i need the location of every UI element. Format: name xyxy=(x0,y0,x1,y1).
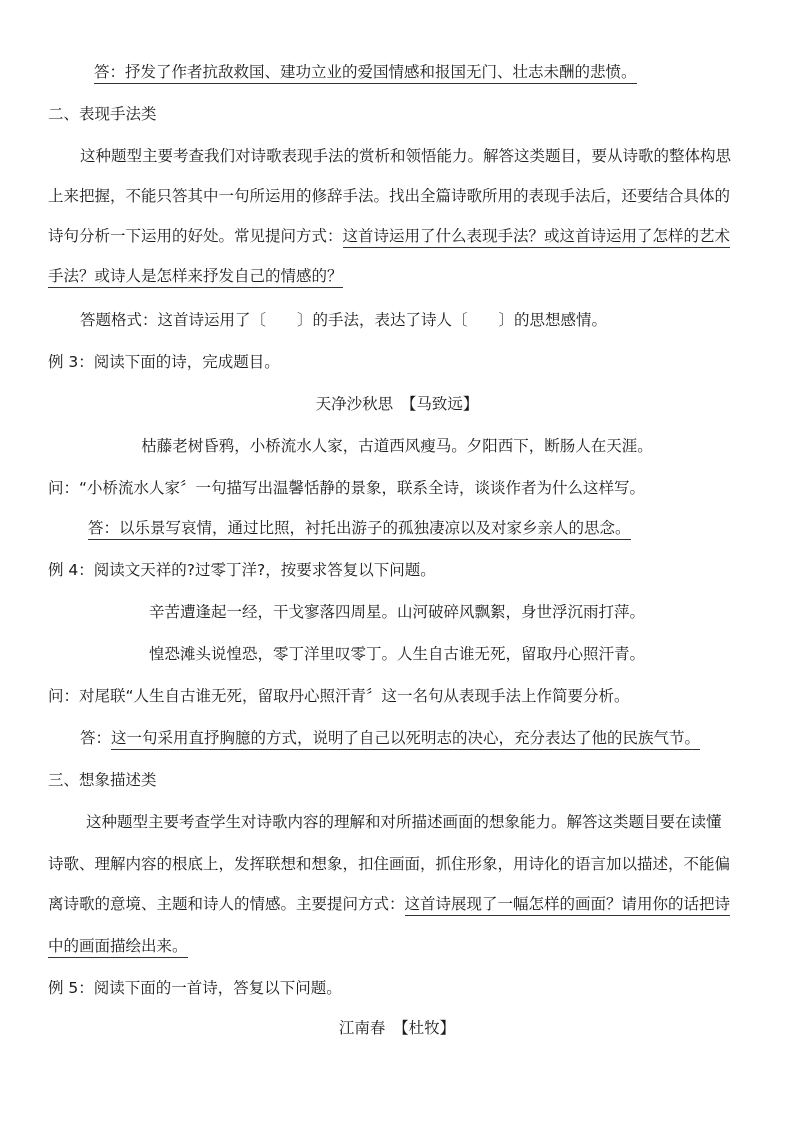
example-3-question: 问：“小桥流水人家〞一句描写出温馨恬静的景象，联系全诗，谈谈作者为什么这样写。 xyxy=(48,479,646,497)
example-4-poem-line-1: 辛苦遭逢起一经，干戈寥落四周星。山河破碎风飘絮，身世浮沉雨打萍。 xyxy=(148,603,645,621)
section-3-question-1: 这首诗展现了一幅怎样的画面？请用你的话把诗 xyxy=(405,895,731,916)
example-3-answer: 答：以乐景写哀情，通过比照，衬托出游子的孤独凄凉以及对家乡亲人的思念。 xyxy=(88,518,631,538)
example-3-intro: 例 3：阅读下面的诗，完成题目。 xyxy=(48,353,280,371)
example-5-intro: 例 5：阅读下面的一首诗，答复以下问题。 xyxy=(48,979,342,997)
example-4-answer: 答：这一句采用直抒胸臆的方式，说明了自己以死明志的决心，充分表达了他的民族气节。 xyxy=(80,728,700,748)
section-2-heading: 二、表现手法类 xyxy=(48,105,157,123)
example-3-title: 天净沙秋思 【马致远】 xyxy=(315,395,479,413)
example-4-question: 问：对尾联“人生自古谁无死，留取丹心照汗青〞这一名句从表现手法上作简要分析。 xyxy=(48,687,630,705)
example-4-intro: 例 4：阅读文天祥的?过零丁洋?，按要求答复以下问题。 xyxy=(48,561,436,579)
section-3-para-line-2: 诗歌、理解内容的根底上，发挥联想和想象，扣住画面，抓住形象，用诗化的语言加以描述，不能偏 xyxy=(48,855,731,873)
section-3-para-line-4 xyxy=(48,936,188,956)
section-2-question-1: 这首诗运用了什么表现手法？或这首诗运用了怎样的艺术 xyxy=(343,227,731,248)
section-2-para-line-2: 上来把握，不能只答其中一句所运用的修辞手法。找出全篇诗歌所用的表现手法后，还要结合具体的 xyxy=(48,187,731,205)
answer-format: 答题格式：这首诗运用了〔 〕的手法，表达了诗人〔 〕的思想感情。 xyxy=(80,311,608,329)
example-4-poem-line-2: 惶恐滩头说惶恐，零丁洋里叹零丁。人生自古谁无死，留取丹心照汗青。 xyxy=(148,645,645,663)
section-3-para-line-3: 离诗歌的意境、主题和诗人的情感。主要提问方式：这首诗展现了一幅怎样的画面？请用你的话把诗 xyxy=(48,894,730,914)
section-2-para-line-1: 这种题型主要考查我们对诗歌表现手法的赏析和领悟能力。解答这类题目，要从诗歌的整体构思 xyxy=(80,147,732,165)
section-3-para-line-1: 这种题型主要考查学生对诗歌内容的理解和对所描述画面的想象能力。解答这类题目要在读懂 xyxy=(86,813,722,831)
section-3-heading: 三、想象描述类 xyxy=(48,771,157,789)
section-2-para-line-4 xyxy=(48,266,343,286)
answer-1: 答：抒发了作者抗敌救国、建功立业的爱国情感和报国无门、壮志未酬的悲愤。 xyxy=(94,62,637,82)
example-3-poem: 枯藤老树昏鸦，小桥流水人家，古道西风瘦马。夕阳西下，断肠人在天涯。 xyxy=(141,437,653,455)
example-5-title: 江南春 【杜牧】 xyxy=(338,1019,456,1037)
section-2-question-2: 手法？或诗人是怎样来抒发自己的情感的？ xyxy=(48,267,343,288)
section-3-question-2: 中的画面描绘出来。 xyxy=(48,937,188,958)
section-2-para-line-3: 诗句分析一下运用的好处。常见提问方式：这首诗运用了什么表现手法？或这首诗运用了怎样的艺术 xyxy=(48,226,730,246)
